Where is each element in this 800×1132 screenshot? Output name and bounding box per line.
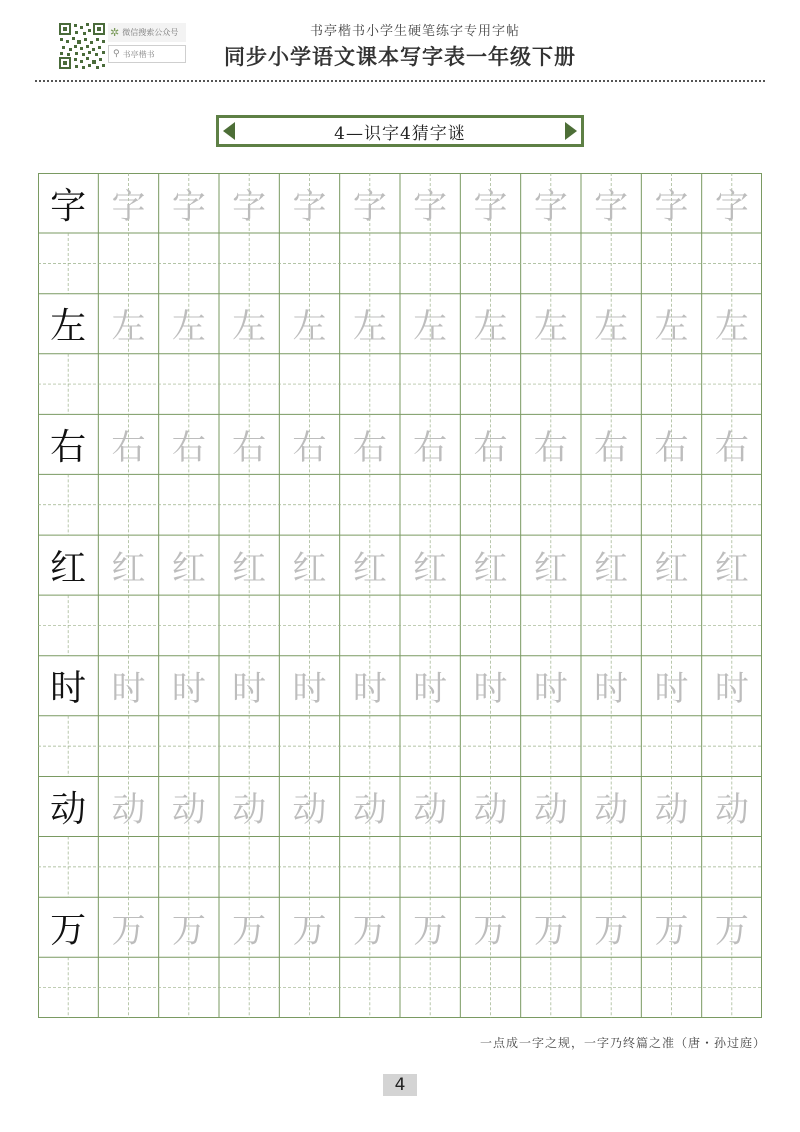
- trace-character: 右: [352, 427, 387, 468]
- qr-code: [58, 22, 106, 70]
- trace-character: 红: [352, 548, 387, 589]
- trace-character: 万: [292, 910, 327, 951]
- trace-character: 动: [171, 790, 206, 830]
- trace-character: 红: [473, 548, 508, 589]
- model-character: 红: [50, 547, 87, 589]
- page-title: 同步小学语文课本写字表一年级下册: [224, 44, 576, 69]
- practice-grid: [38, 173, 762, 1018]
- trace-character: 红: [171, 548, 206, 589]
- header-divider: [35, 80, 765, 82]
- page-subtitle: 书亭楷书小学生硬笔练字专用字帖: [309, 24, 520, 39]
- trace-character: 字: [232, 186, 267, 227]
- character-row: [38, 656, 762, 716]
- trace-character: 红: [413, 548, 448, 589]
- character-row: [38, 173, 762, 233]
- trace-character: 时: [533, 669, 568, 710]
- trace-character: 左: [292, 307, 327, 348]
- lesson-banner: [216, 115, 584, 147]
- trace-character: 字: [594, 186, 629, 227]
- trace-character: 左: [533, 307, 568, 348]
- trace-character: 时: [352, 669, 387, 710]
- character-row: [38, 414, 762, 474]
- trace-character: 时: [232, 669, 267, 710]
- character-row: [38, 535, 762, 595]
- trace-character: 右: [533, 427, 568, 468]
- lesson-title: 4—识字4猜字谜: [334, 123, 466, 144]
- trace-character: 右: [594, 427, 629, 468]
- trace-character: 时: [413, 669, 448, 710]
- trace-character: 字: [171, 186, 206, 227]
- trace-character: 左: [352, 307, 387, 348]
- trace-character: 时: [714, 669, 749, 710]
- trace-character: 红: [714, 548, 749, 589]
- trace-character: 右: [171, 427, 206, 468]
- trace-character: 红: [654, 548, 689, 589]
- trace-character: 右: [232, 427, 267, 468]
- trace-character: 时: [594, 669, 629, 710]
- trace-character: 字: [292, 186, 327, 227]
- trace-character: 时: [654, 669, 689, 710]
- character-row: [38, 897, 762, 957]
- trace-character: 右: [654, 427, 689, 468]
- trace-character: 右: [473, 427, 508, 468]
- wechat-account-field: [108, 45, 186, 63]
- trace-character: 左: [413, 307, 448, 348]
- trace-character: 左: [111, 307, 146, 348]
- trace-character: 字: [714, 186, 749, 227]
- model-character: 字: [50, 185, 87, 227]
- trace-character: 时: [473, 669, 508, 710]
- trace-character: 红: [533, 548, 568, 589]
- trace-character: 右: [111, 427, 146, 468]
- trace-character: 字: [473, 186, 508, 227]
- trace-character: 左: [654, 307, 689, 348]
- trace-character: 万: [111, 910, 146, 951]
- trace-character: 万: [413, 910, 448, 951]
- search-icon: ⚲: [113, 49, 120, 59]
- trace-character: 动: [232, 790, 267, 830]
- trace-character: 动: [473, 790, 508, 830]
- trace-character: 动: [413, 790, 448, 830]
- footer-quote: 一点成一字之规，一字乃终篇之准（唐・孙过庭）: [479, 1036, 766, 1050]
- trace-character: 左: [232, 307, 267, 348]
- trace-character: 时: [292, 669, 327, 710]
- character-row: [38, 294, 762, 354]
- trace-character: 动: [654, 790, 689, 830]
- trace-character: 红: [232, 548, 267, 589]
- wechat-logo-icon: ✲: [110, 26, 120, 39]
- model-character: 右: [50, 426, 87, 468]
- model-character: 左: [50, 306, 87, 348]
- trace-character: 红: [594, 548, 629, 589]
- trace-character: 左: [473, 307, 508, 348]
- banner-right-arrow-icon: [565, 122, 577, 140]
- trace-character: 左: [171, 307, 206, 348]
- model-character: 时: [50, 668, 87, 710]
- trace-character: 字: [654, 186, 689, 227]
- trace-character: 动: [352, 790, 387, 830]
- wechat-label: 微信搜索公众号: [122, 28, 179, 37]
- trace-character: 右: [714, 427, 749, 468]
- trace-character: 右: [413, 427, 448, 468]
- wechat-label-row: [108, 23, 186, 42]
- trace-character: 左: [594, 307, 629, 348]
- wechat-account: 书亭楷书: [122, 49, 155, 59]
- trace-character: 万: [594, 910, 629, 951]
- trace-character: 右: [292, 427, 327, 468]
- trace-character: 动: [292, 790, 327, 830]
- trace-character: 万: [232, 910, 267, 951]
- trace-character: 字: [352, 186, 387, 227]
- trace-character: 字: [533, 186, 568, 227]
- trace-character: 红: [111, 548, 146, 589]
- wechat-search-box: [108, 23, 186, 65]
- trace-character: 万: [714, 910, 749, 951]
- trace-character: 万: [533, 910, 568, 951]
- trace-character: 时: [111, 669, 146, 710]
- model-character: 动: [50, 789, 87, 830]
- trace-character: 动: [111, 790, 146, 830]
- trace-character: 时: [171, 669, 206, 710]
- trace-character: 万: [654, 910, 689, 951]
- trace-character: 万: [352, 910, 387, 951]
- trace-character: 红: [292, 548, 327, 589]
- character-row: [38, 777, 762, 837]
- trace-character: 字: [111, 186, 146, 227]
- page-number: 4: [383, 1074, 417, 1096]
- trace-character: 动: [594, 790, 629, 830]
- trace-character: 字: [413, 186, 448, 227]
- model-character: 万: [50, 909, 87, 951]
- trace-character: 左: [714, 307, 749, 348]
- trace-character: 动: [533, 790, 568, 830]
- trace-character: 动: [714, 790, 749, 830]
- trace-character: 万: [171, 910, 206, 951]
- trace-character: 万: [473, 910, 508, 951]
